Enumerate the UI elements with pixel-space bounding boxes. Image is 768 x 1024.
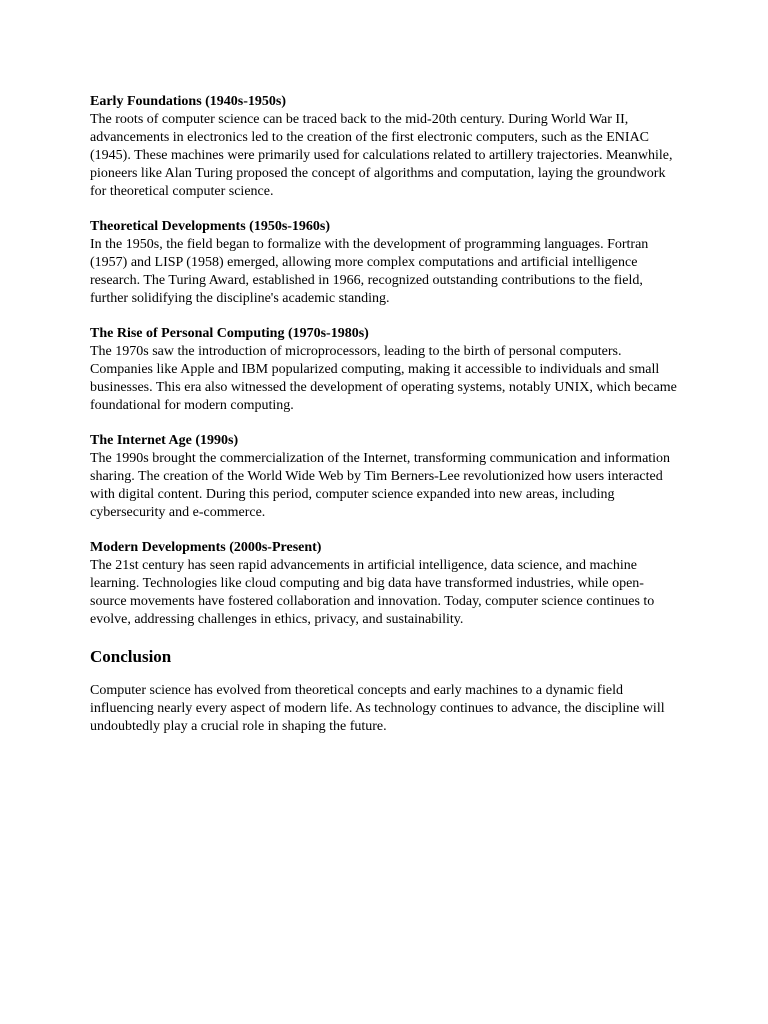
section-heading: The Rise of Personal Computing (1970s-1980s)	[90, 326, 369, 341]
section-body: The 1990s brought the commercialization of the Internet, transforming communication and information sharing. The creation of the World Wide Web by Tim Berners-Lee revolutionized how users interacted with digital content. During this period, computer science expanded into new areas, including cybersecurity and e-commerce.	[90, 451, 671, 520]
section-heading: The Internet Age (1990s)	[90, 433, 239, 448]
section-theoretical-developments	[90, 218, 680, 308]
conclusion-heading: Conclusion	[90, 647, 172, 666]
section-body: In the 1950s, the field began to formalize with the development of programming languages. Fortran (1957) and LISP (1958) emerged, allowing more complex computations and artificial intelligence research. The Turing Award, established in 1966, recognized outstanding contributions to the field, further solidifying the discipline's academic standing.	[90, 237, 649, 306]
section-body: The 1970s saw the introduction of microprocessors, leading to the birth of personal computers. Companies like Apple and IBM popularized computing, making it accessible to individuals and small businesses. This era also witnessed the development of operating systems, notably UNIX, which became foundational for modern computing.	[90, 344, 677, 413]
section-heading: Theoretical Developments (1950s-1960s)	[90, 219, 331, 234]
section-modern-developments	[90, 539, 680, 629]
section-body: The 21st century has seen rapid advancements in artificial intelligence, data science, and machine learning. Technologies like cloud computing and big data have transformed industries, while open-source movements have fostered collaboration and innovation. Today, computer science continues to evolve, addressing challenges in ethics, privacy, and sustainability.	[90, 558, 655, 627]
section-early-foundations	[90, 93, 680, 201]
section-internet-age	[90, 432, 680, 522]
conclusion-body: Computer science has evolved from theoretical concepts and early machines to a dynamic field influencing nearly every aspect of modern life. As technology continues to advance, the discipline will undoubtedly play a crucial role in shaping the future.	[90, 683, 665, 734]
section-heading: Early Foundations (1940s-1950s)	[90, 94, 287, 109]
section-body: The roots of computer science can be traced back to the mid-20th century. During World War II, advancements in electronics led to the creation of the first electronic computers, such as the ENIAC (1945). These machines were primarily used for calculations related to artillery trajectories. Meanwhile, pioneers like Alan Turing proposed the concept of algorithms and computation, laying the groundwork for theoretical computer science.	[90, 112, 673, 199]
section-personal-computing	[90, 325, 680, 415]
section-heading: Modern Developments (2000s-Present)	[90, 540, 322, 555]
conclusion-section	[90, 646, 680, 736]
document-page	[90, 93, 680, 736]
